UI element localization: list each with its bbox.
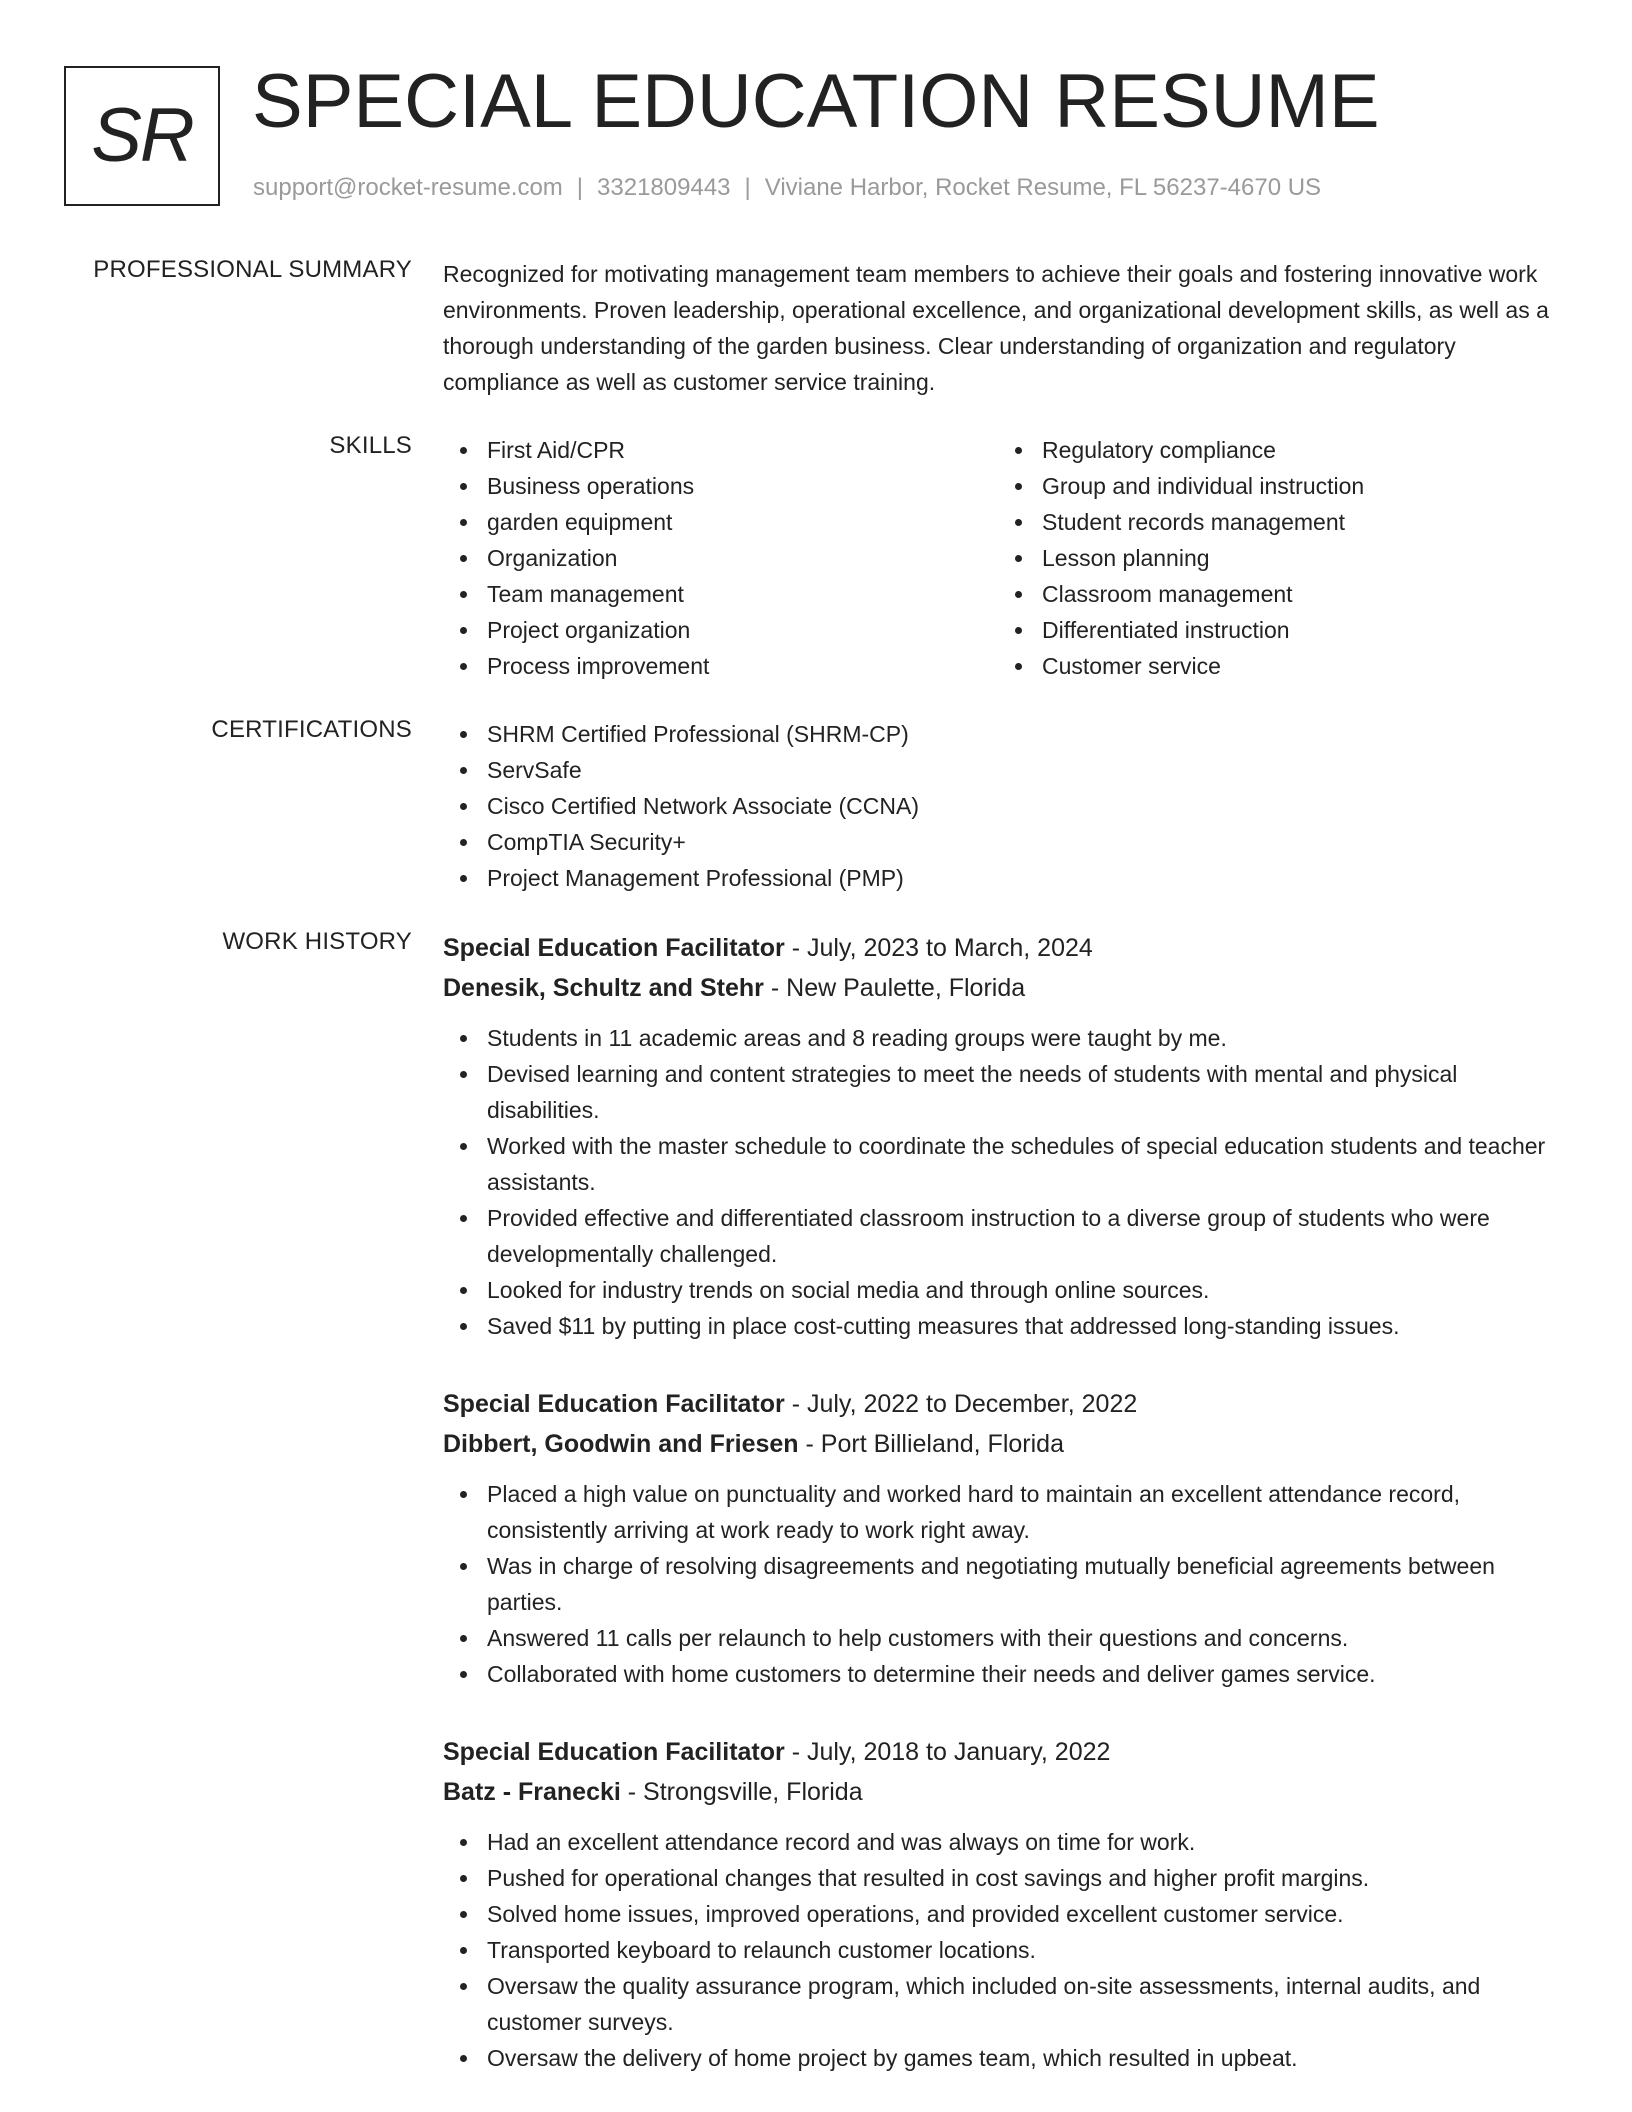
work-history-label: WORK HISTORY xyxy=(222,928,412,955)
job-dates: - July, 2022 to December, 2022 xyxy=(784,1390,1138,1418)
job-location: - Port Billieland, Florida xyxy=(798,1430,1064,1458)
list-item: Process improvement xyxy=(487,648,998,684)
job-entry xyxy=(443,928,1553,1344)
list-item: Saved $11 by putting in place cost-cutting measures that addressed long-standing issues. xyxy=(487,1308,1553,1344)
skills-list-right xyxy=(998,432,1553,684)
list-item: Project Management Professional (PMP) xyxy=(487,860,1553,896)
summary-text: Recognized for motivating management team members to achieve their goals and fostering innovative work environments. Proven leadership, operational excellence, and organizational development skills, as well as a thorough understanding of the garden business. Clear understanding of organization and regulatory compliance as well as customer service training. xyxy=(443,261,1549,395)
job-company-line xyxy=(443,1424,1553,1464)
monogram-logo xyxy=(64,66,220,206)
skills-label: SKILLS xyxy=(329,432,412,459)
list-item: Classroom management xyxy=(1042,576,1553,612)
list-item: CompTIA Security+ xyxy=(487,824,1553,860)
job-title: Special Education Facilitator xyxy=(443,1738,785,1766)
list-item: Group and individual instruction xyxy=(1042,468,1553,504)
list-item: Customer service xyxy=(1042,648,1553,684)
job-entry xyxy=(443,1384,1553,1692)
list-item: garden equipment xyxy=(487,504,998,540)
list-item: Devised learning and content strategies to meet the needs of students with mental and physical disabilities. xyxy=(487,1056,1553,1128)
resume-title: SPECIAL EDUCATION RESUME xyxy=(252,59,1380,144)
certifications-body xyxy=(443,716,1553,896)
job-dates: - July, 2023 to March, 2024 xyxy=(784,934,1093,962)
job-title: Special Education Facilitator xyxy=(443,934,785,962)
list-item: SHRM Certified Professional (SHRM-CP) xyxy=(487,716,1553,752)
certifications-label: CERTIFICATIONS xyxy=(211,716,412,743)
work-history-body xyxy=(443,928,1553,2076)
contact-address: Viviane Harbor, Rocket Resume, FL 56237-4670 US xyxy=(764,174,1322,201)
list-item: Worked with the master schedule to coordinate the schedules of special education students and teacher assistants. xyxy=(487,1128,1553,1200)
job-entry xyxy=(443,1732,1553,2076)
list-item: Differentiated instruction xyxy=(1042,612,1553,648)
summary-label: PROFESSIONAL SUMMARY xyxy=(93,256,412,283)
list-item: Provided effective and differentiated classroom instruction to a diverse group of students who were developmentally challenged. xyxy=(487,1200,1553,1272)
job-company: Dibbert, Goodwin and Friesen xyxy=(443,1430,799,1458)
job-bullets xyxy=(443,1824,1553,2076)
list-item: First Aid/CPR xyxy=(487,432,998,468)
list-item: Oversaw the delivery of home project by games team, which resulted in upbeat. xyxy=(487,2040,1553,2076)
contact-phone[interactable]: 3321809443 xyxy=(597,174,731,201)
skills-body xyxy=(443,432,1553,684)
list-item: Students in 11 academic areas and 8 reading groups were taught by me. xyxy=(487,1020,1553,1056)
list-item: Transported keyboard to relaunch customer locations. xyxy=(487,1932,1553,1968)
job-company-line xyxy=(443,968,1553,1008)
certifications-list xyxy=(443,716,1553,896)
list-item: ServSafe xyxy=(487,752,1553,788)
list-item: Project organization xyxy=(487,612,998,648)
list-item: Looked for industry trends on social media and through online sources. xyxy=(487,1272,1553,1308)
job-company-line xyxy=(443,1772,1553,1812)
job-title-line xyxy=(443,928,1553,968)
list-item: Had an excellent attendance record and was always on time for work. xyxy=(487,1824,1553,1860)
summary-body xyxy=(443,256,1553,400)
job-bullets xyxy=(443,1476,1553,1692)
list-item: Organization xyxy=(487,540,998,576)
job-title-line xyxy=(443,1384,1553,1424)
job-title-line xyxy=(443,1732,1553,1772)
list-item: Team management xyxy=(487,576,998,612)
list-item: Oversaw the quality assurance program, which included on-site assessments, internal audits, and customer surveys. xyxy=(487,1968,1553,2040)
job-company: Denesik, Schultz and Stehr xyxy=(443,974,764,1002)
list-item: Answered 11 calls per relaunch to help customers with their questions and concerns. xyxy=(487,1620,1553,1656)
list-item: Lesson planning xyxy=(1042,540,1553,576)
skills-list-left xyxy=(443,432,998,684)
list-item: Collaborated with home customers to determine their needs and deliver games service. xyxy=(487,1656,1553,1692)
monogram-initials: SR xyxy=(91,93,193,178)
list-item: Cisco Certified Network Associate (CCNA) xyxy=(487,788,1553,824)
job-dates: - July, 2018 to January, 2022 xyxy=(784,1738,1111,1766)
contact-email[interactable]: support@rocket-resume.com xyxy=(253,174,563,201)
list-item: Was in charge of resolving disagreements and negotiating mutually beneficial agreements between parties. xyxy=(487,1548,1553,1620)
job-location: - New Paulette, Florida xyxy=(763,974,1026,1002)
contact-line xyxy=(253,174,1321,202)
job-title: Special Education Facilitator xyxy=(443,1390,785,1418)
job-company: Batz - Franecki xyxy=(443,1778,621,1806)
job-bullets xyxy=(443,1020,1553,1344)
contact-separator: | xyxy=(744,174,751,201)
list-item: Student records management xyxy=(1042,504,1553,540)
list-item: Solved home issues, improved operations, and provided excellent customer service. xyxy=(487,1896,1553,1932)
list-item: Business operations xyxy=(487,468,998,504)
list-item: Regulatory compliance xyxy=(1042,432,1553,468)
contact-separator: | xyxy=(576,174,584,201)
list-item: Pushed for operational changes that resulted in cost savings and higher profit margins. xyxy=(487,1860,1553,1896)
job-location: - Strongsville, Florida xyxy=(620,1778,863,1806)
list-item: Placed a high value on punctuality and worked hard to maintain an excellent attendance record, consistently arriving at work ready to work right away. xyxy=(487,1476,1553,1548)
